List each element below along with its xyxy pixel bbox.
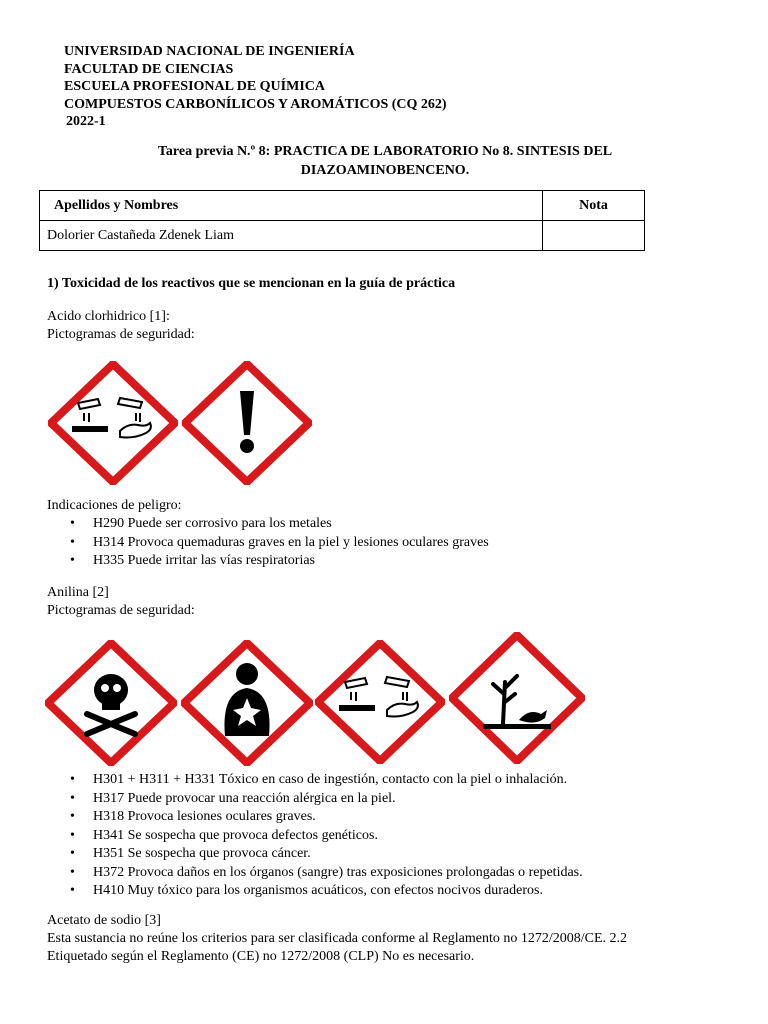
hcl-hazard-label: Indicaciones de peligro: [47,498,182,513]
name-column-header: Apellidos y Nombres [40,191,543,221]
sodium-acetate-line-2: Etiquetado según el Reglamento (CE) no 1272/2008 (CLP) No es necesario. [47,949,475,964]
title-line-1: Tarea previa N.º 8: PRACTICA DE LABORATORIO No 8. SINTESIS DEL [157,144,613,159]
hcl-name: Acido clorhidrico [1]: [47,309,170,324]
list-item: • H351 Se sospecha que provoca cáncer. [93,845,583,864]
aniline-hazard-list [47,771,583,901]
list-item: • H314 Provoca quemaduras graves en la piel y lesiones oculares graves [93,534,489,553]
title-line-2: DIAZOAMINOBENCENO. [300,163,470,178]
environment-icon [449,632,585,764]
table-row [40,221,645,251]
corrosive-icon [315,640,445,764]
list-item: • H410 Muy tóxico para los organismos acuáticos, con efectos nocivos duraderos. [93,882,583,901]
university-name: UNIVERSIDAD NACIONAL DE INGENIERÍA [64,44,355,59]
aniline-hazards [47,771,583,901]
sodium-acetate-section [47,912,627,966]
school-name: ESCUELA PROFESIONAL DE QUÍMICA [64,79,325,94]
corrosive-icon [48,361,178,485]
aniline-name: Anilina [2] [47,585,109,600]
aniline-intro [47,584,195,620]
student-name-cell: Dolorier Castañeda Zdenek Liam [40,221,543,251]
course-name: COMPUESTOS CARBONÍLICOS Y AROMÁTICOS (CQ 262) [64,96,447,112]
list-item: • H317 Puede provocar una reacción alérgica en la piel. [93,790,583,809]
grade-column-header: Nota [543,191,645,221]
assignment-title [80,142,690,180]
hcl-hazard-list [47,515,489,571]
document-header [64,43,447,131]
aniline-pictogram-label: Pictogramas de seguridad: [47,603,195,618]
grade-cell [543,221,645,251]
hcl-hazards [47,497,489,571]
table-header-row [40,191,645,221]
list-item: • H318 Provoca lesiones oculares graves. [93,808,583,827]
hcl-intro [47,308,195,344]
list-item: • H290 Puede ser corrosivo para los metales [93,515,489,534]
exclamation-icon [182,361,312,485]
list-item: • H301 + H311 + H331 Tóxico en caso de ingestión, contacto con la piel o inhalación. [93,771,583,790]
academic-year: 2022-1 [66,114,106,129]
skull-crossbones-icon [45,640,177,766]
sodium-acetate-name: Acetato de sodio [3] [47,913,161,928]
list-item: • H372 Provoca daños en los órganos (sangre) tras exposiciones prolongadas o repetidas. [93,864,583,883]
health-hazard-icon [181,640,313,766]
faculty-name: FACULTAD DE CIENCIAS [64,61,234,77]
student-grade-table [39,190,645,251]
section-1-heading: 1) Toxicidad de los reactivos que se mencionan en la guía de práctica [47,276,456,291]
sodium-acetate-line-1: Esta sustancia no reúne los criterios para ser clasificada conforme al Reglamento no 1272/2008/CE. 2.2 [47,931,628,946]
hcl-pictogram-label: Pictogramas de seguridad: [47,327,195,342]
list-item: • H335 Puede irritar las vías respiratorias [93,552,489,571]
list-item: • H341 Se sospecha que provoca defectos genéticos. [93,827,583,846]
